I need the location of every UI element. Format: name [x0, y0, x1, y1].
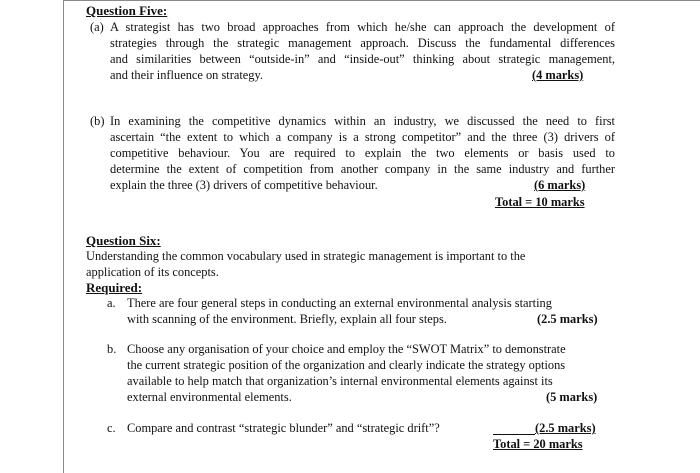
q6-part-a-text [127, 295, 607, 327]
q6-part-a-label: a. [107, 296, 116, 310]
q5b-line-1: In examining the competitive dynamics within an industry, we discussed the need to first [110, 114, 615, 128]
q6-intro [86, 248, 626, 280]
q6a-line-2: with scanning of the environment. Briefly, explain all four steps. [127, 312, 447, 326]
q6-total: Total = 20 marks [493, 437, 583, 451]
q5a-line-1: A strategist has two broad approaches from which he/she can approach the development of [110, 20, 615, 34]
q6-intro-line-2: application of its concepts. [86, 265, 219, 279]
q6b-line-1: Choose any organisation of your choice and employ the “SWOT Matrix” to demonstrate [127, 342, 566, 356]
q5a-line-3: and similarities between “outside-in” and “inside-out” thinking about strategic management, [110, 52, 615, 66]
q5a-line-2: strategies through the strategic management approach. Discuss the fundamental differences [110, 36, 615, 50]
q5-total: Total = 10 marks [495, 195, 585, 209]
question-six-heading: Question Six: [86, 233, 161, 248]
q6-part-b-text [127, 341, 607, 405]
q6b-line-4: external environmental elements. [127, 390, 292, 404]
q6-part-b-marks: (5 marks) [546, 390, 598, 404]
q5-part-b-label: (b) [90, 114, 105, 128]
q6b-line-3: available to help match that organization’s internal environmental elements against its [127, 374, 553, 388]
q6a-line-1: There are four general steps in conducting an external environmental analysis starting [127, 296, 552, 310]
q5a-line-4: and their influence on strategy. [110, 68, 263, 82]
q5b-line-5: explain the three (3) drivers of competitive behaviour. [110, 178, 378, 192]
question-five-heading: Question Five: [86, 3, 168, 18]
q5b-line-3: competitive behaviour. You are required to explain the two elements or basis used to [110, 146, 615, 160]
q5-part-a-marks: (4 marks) [532, 68, 584, 82]
q6-intro-line-1: Understanding the common vocabulary used in strategic management is important to the [86, 249, 526, 263]
q5-part-a-label: (a) [90, 20, 104, 34]
q6-part-a-marks: (2.5 marks) [537, 312, 598, 326]
q6b-line-2: the current strategic position of the organization and clearly indicate the strategy options [127, 358, 566, 372]
q5b-line-2: ascertain “the extent to which a company is a strong competitor” and the three (3) drivers of [110, 130, 615, 144]
q6-part-b-label: b. [107, 342, 117, 356]
q6-part-c-text: Compare and contrast “strategic blunder” and “strategic drift”? [127, 421, 440, 435]
q6-part-c-marks: (2.5 marks) [535, 421, 596, 435]
q5b-line-4: determine the extent of competition from another company in the same industry and further [110, 162, 615, 176]
q6-part-c-label: c. [107, 421, 116, 435]
required-heading: Required: [86, 280, 143, 295]
q5-part-b-marks: (6 marks) [534, 178, 586, 192]
q6-c-marks-rule [493, 434, 535, 435]
